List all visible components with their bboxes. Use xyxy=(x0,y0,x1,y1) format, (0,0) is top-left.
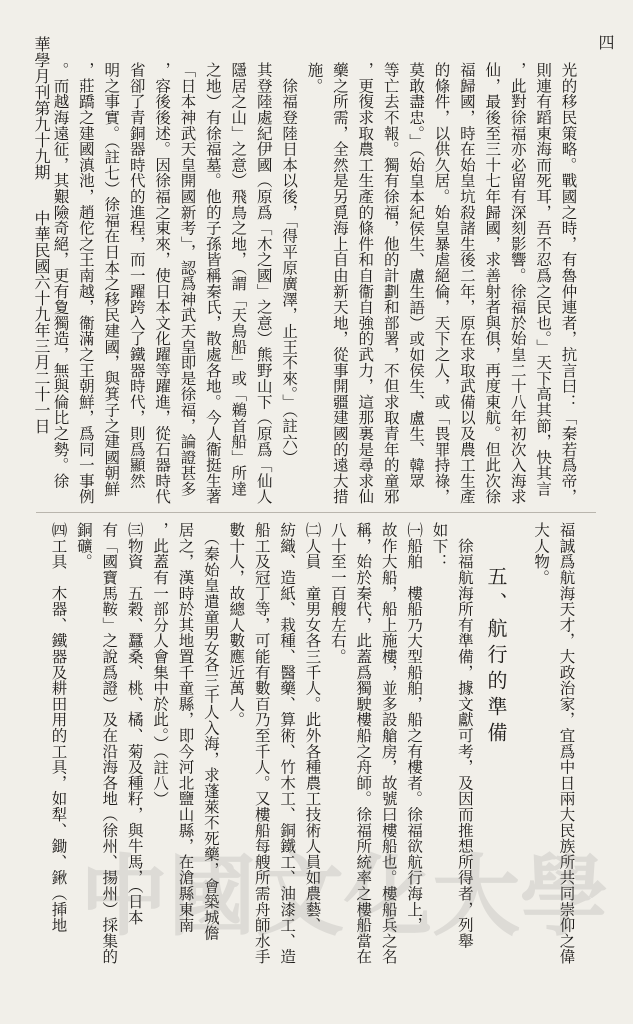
text-column: ㈢物資 五穀、蠶桑、桃、橘、菊及種籽，與牛馬，（日本 xyxy=(125,522,144,926)
journal-issue: 華學月刊第九十九期 xyxy=(32,36,51,180)
text-column: 的條件，以供久居。始皇暴虐絕倫，天下之人，或「畏罪持祿， xyxy=(432,62,451,505)
text-column: 數十人，故總人數應近萬人。 xyxy=(227,522,246,728)
text-column: 藥之所需，全然是另覓海上自由新天地，從事開疆建國的遠大措 xyxy=(330,62,349,505)
text-column: 徐福登陸日本以後，「得平原廣澤，止王不來。」（註六） xyxy=(280,62,299,466)
text-column: （秦始皇遣童男女各三千人入海，求蓬萊不死藥，會築城儋 xyxy=(201,522,220,941)
watermark-glyph: 國 xyxy=(168,844,257,948)
text-column: ㈡人員 童男女各三千人。此外各種農工技術人員如農藝、 xyxy=(303,522,322,933)
watermark-glyph: 化 xyxy=(344,844,433,948)
text-column: ㈠船舶 樓船乃大型船舶，船之有樓者。徐福欲航行海上， xyxy=(405,522,424,933)
text-column: 如下： xyxy=(430,522,449,570)
text-column: 莫敢盡忠。」（始皇本紀侯生、盧生語）或如侯生、盧生、韓眾 xyxy=(407,62,426,489)
text-column: 稱，始於秦代，此蓋爲獨駛樓船之舟師。徐福所統率之樓船當在 xyxy=(354,522,373,965)
watermark-glyph: 文 xyxy=(256,844,345,948)
text-column: 「日本神武天皇開國新考」，認爲神武天皇即是徐福，論證甚多 xyxy=(178,62,197,497)
text-column: 則連有蹈東海而死耳，吾不忍爲之民也。」天下高其節，快其言 xyxy=(534,62,553,497)
text-column: ㈣工具 木器、鐵器及耕田用的工具，如犁、鋤、鍬（揷地 xyxy=(49,522,68,933)
text-column: 隱居之山」之意）飛鳥之地，（謂「天鳥船」或「鵜首船」所達 xyxy=(229,62,248,497)
text-column: 省卻了青銅器時代的進程，而一躍跨入了鐵器時代，則爲顯然 xyxy=(127,62,146,489)
publication-date: 中華民國六十九年三月二十一日 xyxy=(32,210,51,434)
text-column: ，容後後述。因徐福之東來，使日本文化躍等躍進，從石器時代 xyxy=(153,62,172,505)
text-column: 之地）有徐福墓。他的子孫皆稱秦氏，散處各地。今人衞挺生著 xyxy=(203,62,222,505)
text-column: 船工及冠丁等，可能有數百乃至千人。又樓船每艘所需舟師水手 xyxy=(252,522,271,965)
page-number: 四 xyxy=(596,34,615,50)
text-column: ，此蓋有一部分人會集中於此。）（註八） xyxy=(151,522,170,807)
watermark-glyph: 大 xyxy=(432,844,521,948)
text-column: 其登陸處紀伊國（原爲「木之國」之意）熊野山下（原爲「仙人 xyxy=(254,62,273,505)
text-column: 等亡去不報。獨有徐福，他的計劃和部署，不但求取青年的童邪 xyxy=(381,62,400,505)
text-column: 明之事實。（註七）徐福在日本之移民建國，與箕子之建國朝鮮 xyxy=(102,62,121,497)
text-column: 有「國寶馬鞍」之說爲證）及在沿海各地（徐州、揚州）採集的 xyxy=(100,522,119,965)
text-column: ，莊蹻之建國滇池，趙佗之王南越，衞滿之王朝鮮，爲同一事例 xyxy=(76,62,95,505)
text-column: 八十至一百艘左右。 xyxy=(328,522,347,665)
text-column: 大人物。 xyxy=(532,522,551,586)
section-heading: 五、航行的準備 xyxy=(484,566,508,748)
text-column: 紡織、造紙、栽種、醫藥、算術、竹木工、銅鐵工、油漆工、造 xyxy=(278,522,297,965)
section-divider xyxy=(36,512,596,513)
text-column: 徐福航海所有準備，據文獻可考，及因而推想所得者，列舉 xyxy=(455,522,474,949)
watermark-glyph: 中 xyxy=(80,844,169,948)
text-column: ，此對徐福亦必留有深刻影響。徐福於始皇二十八年初次入海求 xyxy=(508,62,527,505)
text-column: 光的移民策略。戰國之時，有魯仲連者，抗言曰：「秦若爲帝， xyxy=(559,62,578,505)
text-column: 仙，最後至三十七年歸國，求善射者與俱，再度東航。但此次徐 xyxy=(483,62,502,505)
text-column: 施。 xyxy=(305,62,324,94)
text-column: 福誠爲航海天才，大政治家，宜爲中日兩大民族所共同崇仰之偉 xyxy=(557,522,576,965)
text-column: 故作大船，船上施樓，並多設艙房，故號曰樓船也。樓船兵之名 xyxy=(379,522,398,965)
text-column: 福歸國，時在始皇坑殺諸生後二年，原在求取武備以及農工生產 xyxy=(457,62,476,505)
text-column: ，更復求取農工生產的條件和自衞自強的武力，這那裏是尋求仙 xyxy=(356,62,375,505)
watermark-glyph: 學 xyxy=(520,844,609,948)
text-column: 。而越海遠征，其艱險奇絕，更有夐獨造，無與倫比之勢。徐 xyxy=(51,62,70,489)
text-column: 銅礦。 xyxy=(74,522,93,570)
text-column: 居之，漢時於其地置千童縣，即今河北鹽山縣，在滄縣東南 xyxy=(176,522,195,933)
